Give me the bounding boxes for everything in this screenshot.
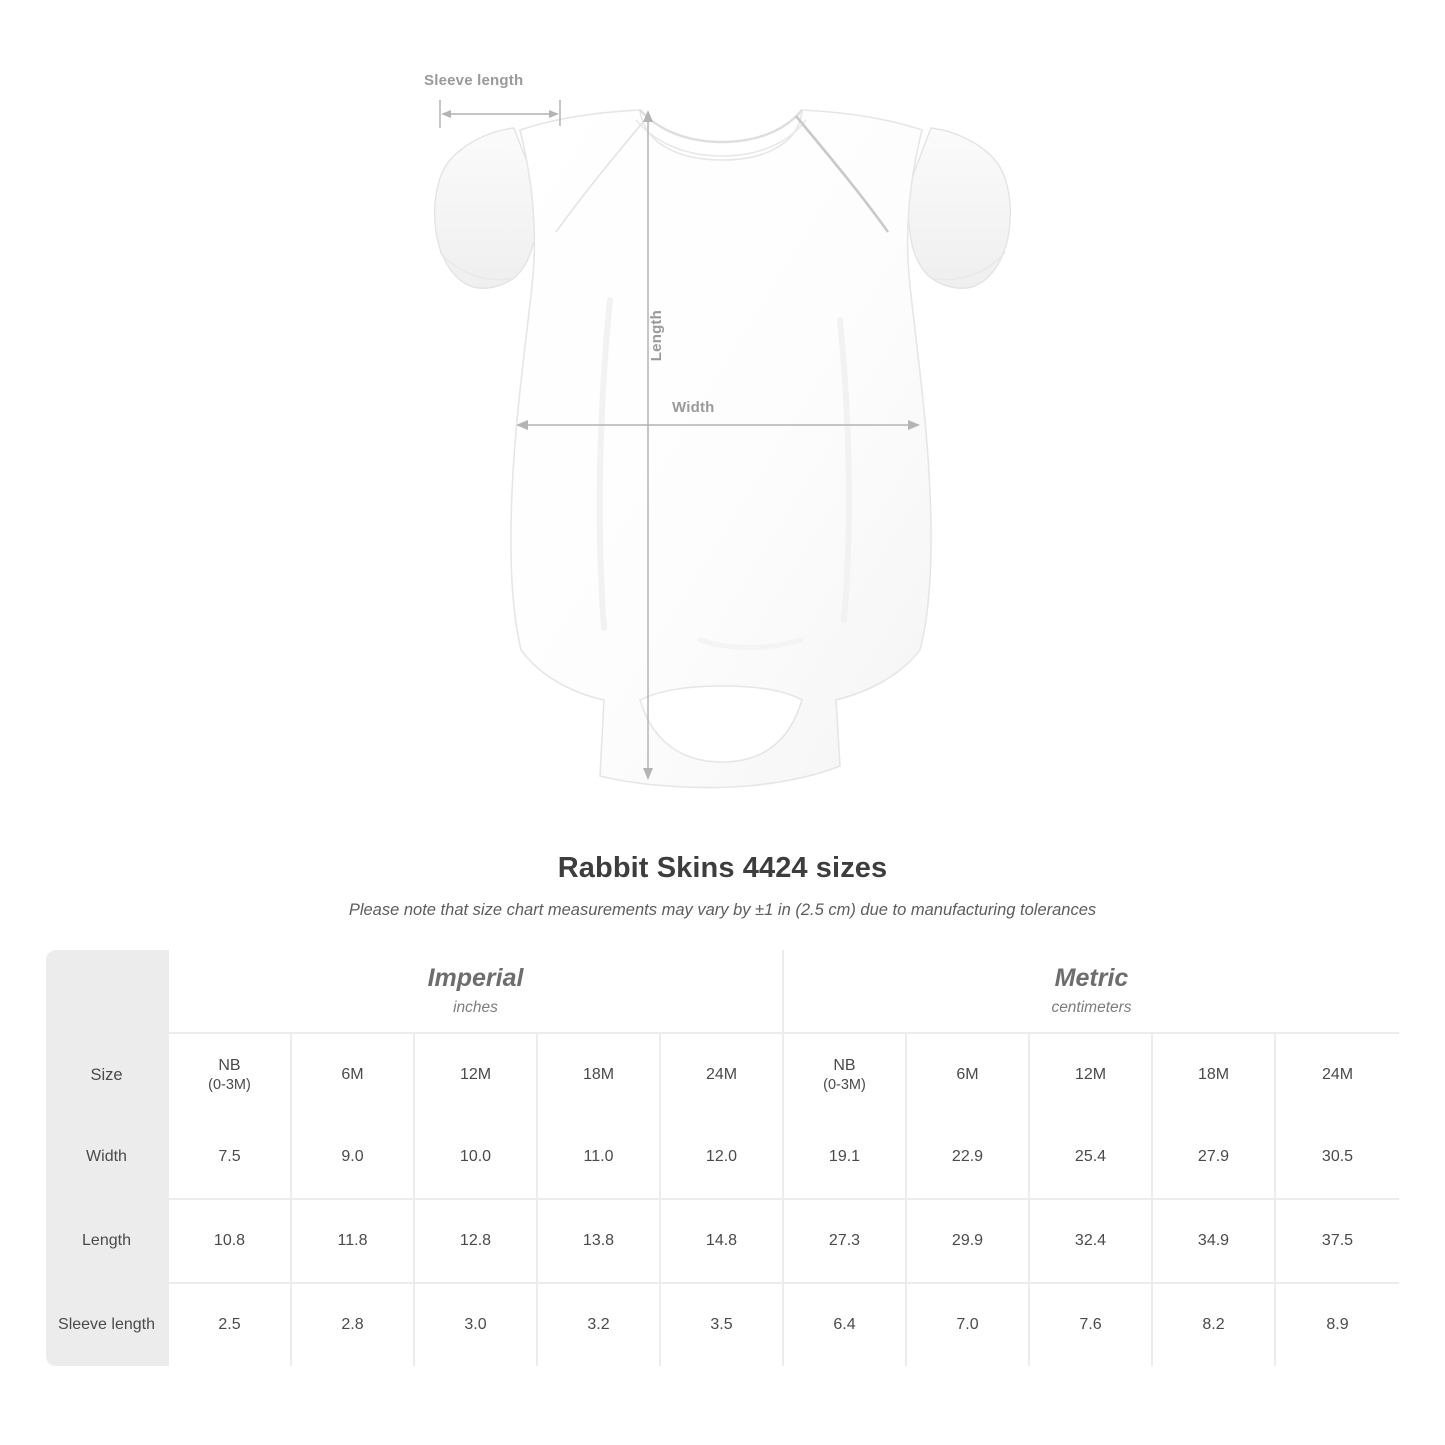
title-block — [0, 852, 1445, 920]
system-name-metric: Metric — [1054, 964, 1129, 993]
size-header-imperial-18m: 18M — [538, 1034, 661, 1116]
cell-length-metric-24m: 37.5 — [1276, 1200, 1399, 1284]
size-header-metric-6m: 6M — [907, 1034, 1030, 1116]
table-row — [46, 1284, 1399, 1366]
size-header-metric-nb — [784, 1034, 907, 1116]
cell-width-imperial-18m: 11.0 — [538, 1116, 661, 1200]
cell-sleeve-imperial-24m: 3.5 — [661, 1284, 784, 1366]
system-unit-imperial: inches — [453, 998, 498, 1016]
size-header-metric-18m: 18M — [1153, 1034, 1276, 1116]
cell-length-metric-6m: 29.9 — [907, 1200, 1030, 1284]
cell-width-imperial-6m: 9.0 — [292, 1116, 415, 1200]
cell-length-imperial-24m: 14.8 — [661, 1200, 784, 1284]
size-table-wrap — [46, 950, 1399, 1366]
table-row — [46, 1200, 1399, 1284]
page-title: Rabbit Skins 4424 sizes — [557, 852, 888, 884]
cell-width-metric-6m: 22.9 — [907, 1116, 1030, 1200]
size-label-main: NB — [833, 1057, 856, 1074]
cell-length-imperial-6m: 11.8 — [292, 1200, 415, 1284]
cell-sleeve-imperial-18m: 3.2 — [538, 1284, 661, 1366]
cell-length-imperial-18m: 13.8 — [538, 1200, 661, 1284]
size-label-sub: (0-3M) — [208, 1077, 251, 1093]
cell-width-metric-24m: 30.5 — [1276, 1116, 1399, 1200]
cell-sleeve-metric-6m: 7.0 — [907, 1284, 1030, 1366]
size-table — [46, 950, 1399, 1366]
cell-width-imperial-12m: 10.0 — [415, 1116, 538, 1200]
cell-sleeve-imperial-12m: 3.0 — [415, 1284, 538, 1366]
cell-sleeve-metric-24m: 8.9 — [1276, 1284, 1399, 1366]
cell-length-imperial-nb: 10.8 — [169, 1200, 292, 1284]
system-header-imperial — [169, 950, 784, 1034]
cell-sleeve-metric-12m: 7.6 — [1030, 1284, 1153, 1366]
row-header-length: Length — [46, 1200, 169, 1284]
size-header-imperial-6m: 6M — [292, 1034, 415, 1116]
size-header-metric-12m: 12M — [1030, 1034, 1153, 1116]
size-header-metric-24m: 24M — [1276, 1034, 1399, 1116]
size-header-imperial-nb — [169, 1034, 292, 1116]
length-label: Length — [648, 310, 665, 362]
size-label-sub: (0-3M) — [823, 1077, 866, 1093]
size-header-imperial-24m: 24M — [661, 1034, 784, 1116]
system-unit-metric: centimeters — [1051, 998, 1132, 1016]
table-row — [46, 1116, 1399, 1200]
cell-length-metric-12m: 32.4 — [1030, 1200, 1153, 1284]
size-header-row — [46, 1034, 1399, 1116]
cell-width-metric-12m: 25.4 — [1030, 1116, 1153, 1200]
cell-width-metric-nb: 19.1 — [784, 1116, 907, 1200]
cell-sleeve-imperial-6m: 2.8 — [292, 1284, 415, 1366]
row-header-width: Width — [46, 1116, 169, 1200]
size-header-imperial-12m: 12M — [415, 1034, 538, 1116]
row-header-size: Size — [46, 1034, 169, 1116]
cell-width-imperial-nb: 7.5 — [169, 1116, 292, 1200]
cell-sleeve-metric-nb: 6.4 — [784, 1284, 907, 1366]
measurement-system-row — [46, 950, 1399, 1034]
tolerance-note: Please note that size chart measurements may vary by ±1 in (2.5 cm) due to manufacturing tolerances — [348, 901, 1097, 919]
cell-width-metric-18m: 27.9 — [1153, 1116, 1276, 1200]
cell-length-metric-nb: 27.3 — [784, 1200, 907, 1284]
cell-length-imperial-12m: 12.8 — [415, 1200, 538, 1284]
system-name-imperial: Imperial — [427, 964, 524, 993]
size-label-main: NB — [218, 1057, 241, 1074]
row-header-sleeve-length: Sleeve length — [46, 1284, 169, 1366]
cell-sleeve-imperial-nb: 2.5 — [169, 1284, 292, 1366]
table-corner-cell — [46, 950, 169, 1034]
cell-width-imperial-24m: 12.0 — [661, 1116, 784, 1200]
cell-sleeve-metric-18m: 8.2 — [1153, 1284, 1276, 1366]
width-label: Width — [672, 399, 715, 416]
system-header-metric — [784, 950, 1399, 1034]
cell-length-metric-18m: 34.9 — [1153, 1200, 1276, 1284]
sleeve-length-label: Sleeve length — [424, 72, 524, 89]
